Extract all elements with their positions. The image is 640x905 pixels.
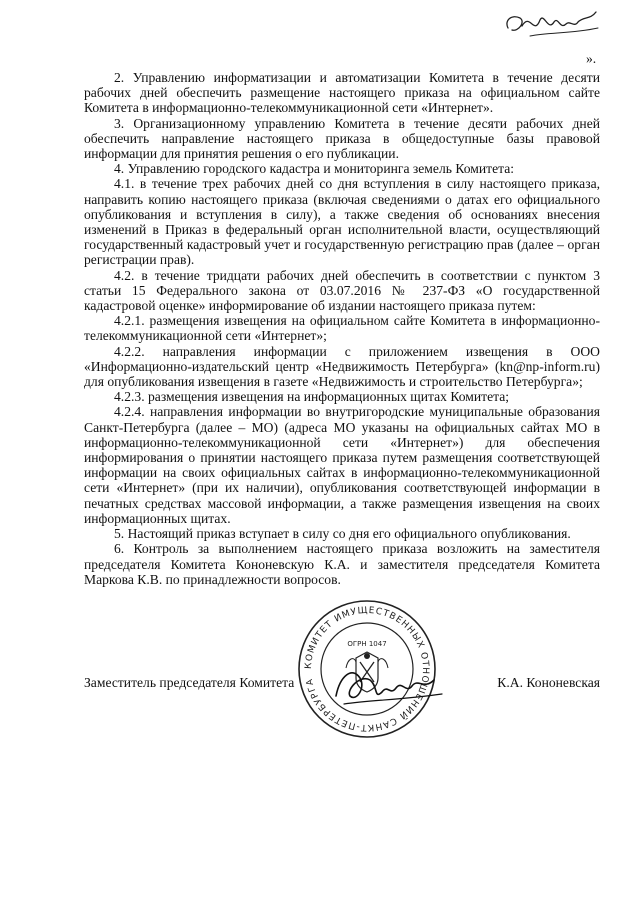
paragraph-4-1: 4.1. в течение трех рабочих дней со дня вступления в силу настоящего приказа, направить копию настоящего приказа (включая сведениями о датах его официального опубликования и вступления в силу), а также сведения об основаниях внесения изменений в Приказ в федеральный орган исполнительной власти, осуществляющий государственный кадастровый учет и государственную регистрацию прав (далее – орган регистрации прав). <box>84 176 600 268</box>
paragraph-3: 3. Организационному управлению Комитета в течение десяти рабочих дней обеспечить направление настоящего приказа в общедоступные базы правовой информации для принятия решения о его публикации. <box>84 115 600 162</box>
signature-row <box>84 674 600 692</box>
paragraph-4-2-2: 4.2.2. направления информации с приложением извещения в ООО «Информационно-издательский центр «Недвижимость Петербурга» (kn@np-inform.ru) для опубликования извещения в газете «Недвижимость и строительство Петербурга»; <box>84 343 600 390</box>
signatory-role: Заместитель председателя Комитета <box>84 675 295 690</box>
handwritten-initials-mark <box>500 6 602 42</box>
order-body <box>84 70 600 587</box>
paragraph-2: 2. Управлению информатизации и автоматизации Комитета в течение десяти рабочих дней обеспечить размещение настоящего приказа на официальном сайте Комитета в информационно-телекоммуникационной сети «Интернет». <box>84 70 600 116</box>
svg-text:КОМИТЕТ ИМУЩЕСТВЕННЫХ ОТНОШЕНИ: КОМИТЕТ ИМУЩЕСТВЕННЫХ ОТНОШЕНИЙ САНКТ-ПЕТЕРБУРГА <box>303 605 431 733</box>
paragraph-5: 5. Настоящий приказ вступает в силу со дня его официального опубликования. <box>114 526 571 542</box>
paragraph-4-2-4: 4.2.4. направления информации во внутригородские муниципальные образования Санкт-Петербурга (далее – МО) (адреса МО указаны на официальных сайтах МО в информационно-телекоммуникационной сети «Интернет») для обеспечения информирования о принятии настоящего приказа путем размещения соответствующей информации на своих официальных сайтах в информационно-телекоммуникационной сети «Интернет» (при их наличии), опубликования соответствующей информации в печатных средствах массовой информации, а также размещения извещения на своих информационных щитах. <box>84 404 600 526</box>
paragraph-4: 4. Управлению городского кадастра и мониторинга земель Комитета: <box>114 161 515 177</box>
paragraph-4-2-3: 4.2.3. размещения извещения на информационных щитах Комитета; <box>114 389 510 405</box>
svg-text:ОГРН 1047: ОГРН 1047 <box>347 640 387 648</box>
paragraph-4-2-1: 4.2.1. размещения извещения на официальном сайте Комитета в информационно-телекоммуникационной сети «Интернет»; <box>84 313 600 344</box>
signatory-name: К.А. Кононевская <box>497 675 600 690</box>
closing-quote: ». <box>586 51 597 66</box>
paragraph-6: 6. Контроль за выполнением настоящего приказа возложить на заместителя председателя Комитета Кононевскую К.А. и заместителя председателя Комитета Маркова К.В. по принадлежности вопросов. <box>84 541 600 587</box>
paragraph-4-2: 4.2. в течение тридцати рабочих дней обеспечить в соответствии с пунктом 3 статьи 15 Федерального закона от 03.07.2016 № 237-ФЗ «О государственной кадастровой оценке» информирование об издании настоящего приказа путем: <box>84 267 600 314</box>
